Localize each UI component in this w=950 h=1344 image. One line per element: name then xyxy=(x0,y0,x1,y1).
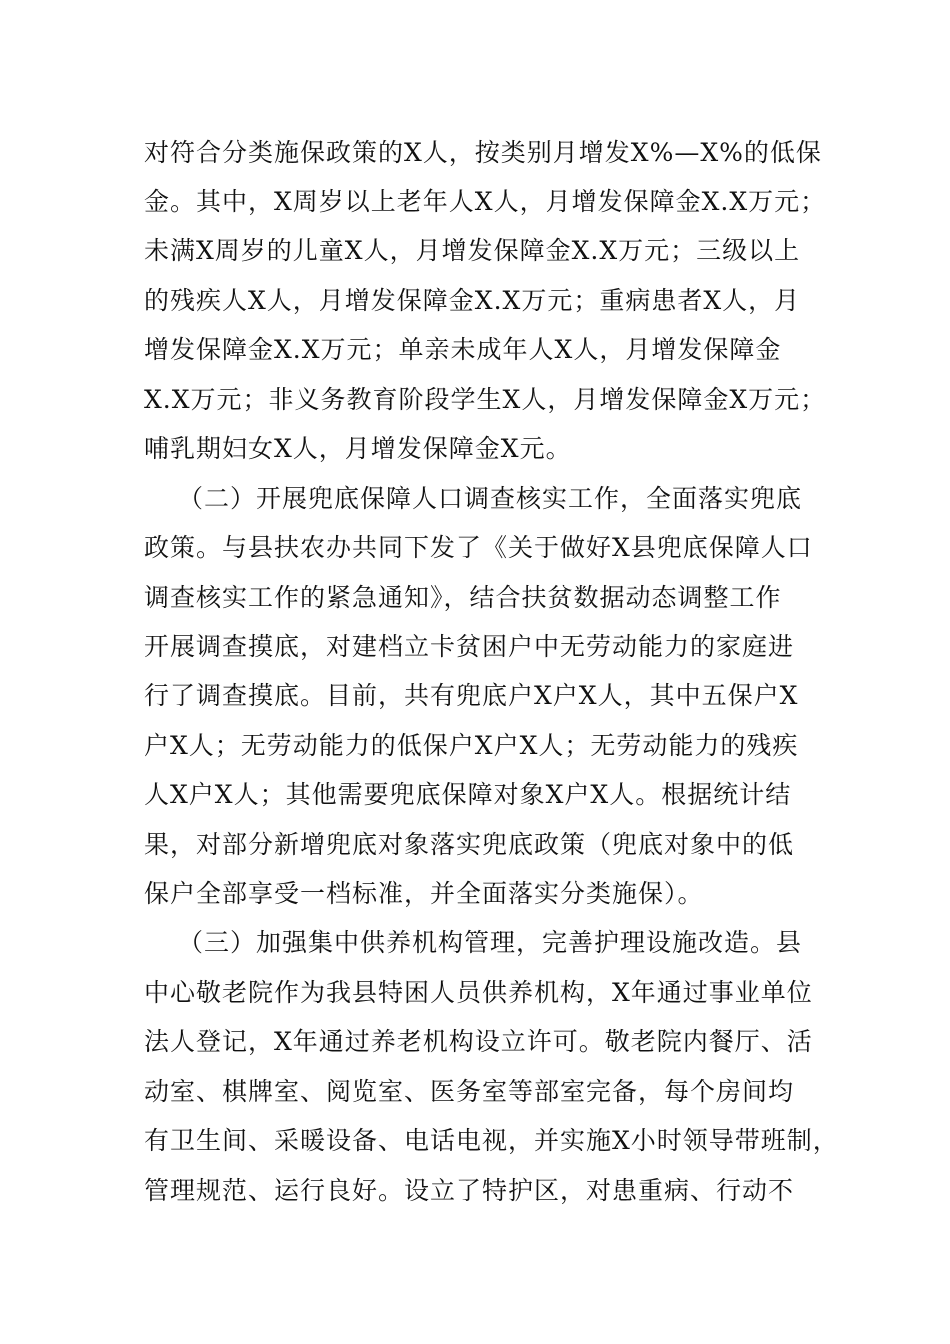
text-line: 金。其中，X周岁以上老年人X人，月增发保障金X.X万元； xyxy=(144,187,827,216)
text-line: 中心敬老院作为我县特困人员供养机构，X年通过事业单位 xyxy=(144,978,813,1007)
text-line: 果，对部分新增兜底对象落实兜底政策（兜底对象中的低 xyxy=(144,830,795,859)
text-line: 未满X周岁的儿童X人，月增发保障金X.X万元；三级以上 xyxy=(144,236,801,265)
text-line: 动室、棋牌室、阅览室、医务室等部室完备，每个房间均 xyxy=(144,1077,795,1106)
text-line: 增发保障金X.X万元；单亲未成年人X人，月增发保障金 xyxy=(144,335,782,364)
text-line: 行了调查摸底。目前，共有兜底户X户X人，其中五保户X xyxy=(144,681,799,710)
text-line: 对符合分类施保政策的X人，按类别月增发X%—X%的低保 xyxy=(144,138,822,167)
text-line: 有卫生间、采暖设备、电话电视，并实施X小时领导带班制， xyxy=(144,1126,839,1155)
text-line: 调查核实工作的紧急通知》，结合扶贫数据动态调整工作 xyxy=(144,583,782,612)
text-line: 户X人；无劳动能力的低保户X户X人；无劳动能力的残疾 xyxy=(144,731,799,760)
paragraph-heading-3: （三）加强集中供养机构管理，完善护理设施改造。县 xyxy=(178,928,803,957)
text-line: 的残疾人X人，月增发保障金X.X万元；重病患者X人，月 xyxy=(144,286,801,315)
text-line: 人X户X人；其他需要兜底保障对象X户X人。根据统计结 xyxy=(144,780,792,809)
text-line: 哺乳期妇女X人，月增发保障金X元。 xyxy=(144,434,572,463)
paragraph-heading-2: （二）开展兜底保障人口调查核实工作，全面落实兜底 xyxy=(178,484,803,513)
text-line: 法人登记，X年通过养老机构设立许可。敬老院内餐厅、活 xyxy=(144,1027,813,1056)
text-line: X.X万元；非义务教育阶段学生X人，月增发保障金X万元； xyxy=(144,385,827,414)
text-line: 政策。与县扶农办共同下发了《关于做好X县兜底保障人口 xyxy=(144,533,813,562)
text-line: 保户全部享受一档标准，并全面落实分类施保）。 xyxy=(144,879,704,908)
text-line: 开展调查摸底，对建档立卡贫困户中无劳动能力的家庭进 xyxy=(144,632,795,661)
text-line: 管理规范、运行良好。设立了特护区，对患重病、行动不 xyxy=(144,1176,795,1205)
